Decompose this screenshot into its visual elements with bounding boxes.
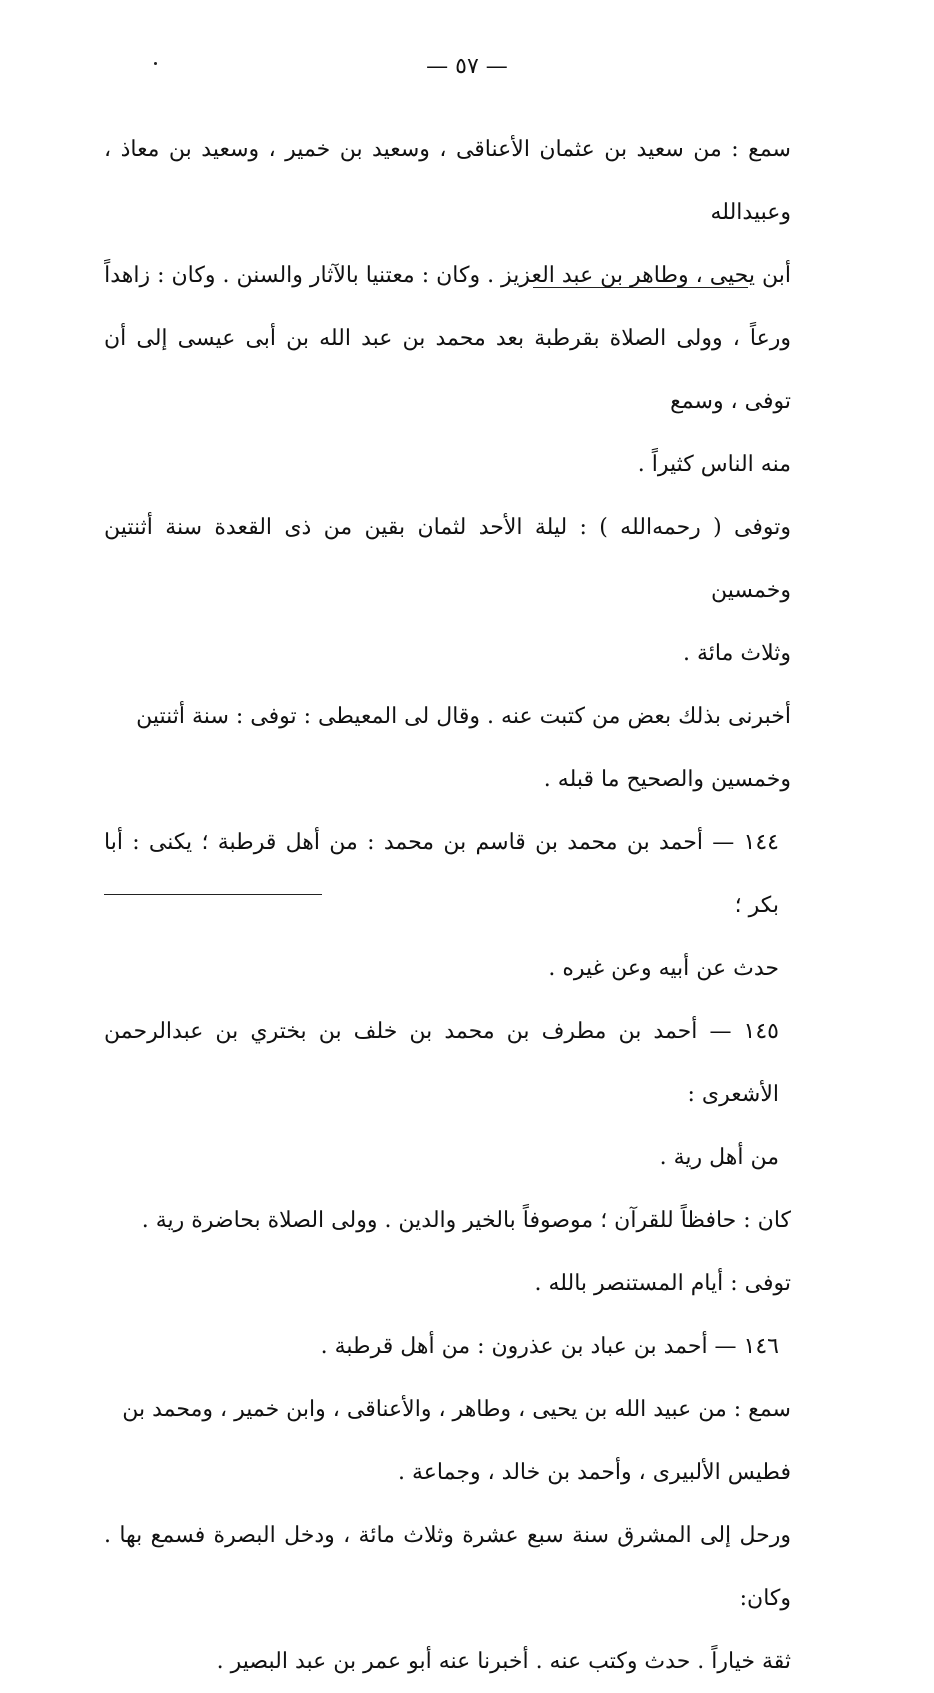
text-line: كان : حافظاً للقرآن ؛ موصوفاً بالخير والدين . وولى الصلاة بحاضرة رية . — [141, 1208, 791, 1233]
text-line: ورحل إلى المشرق سنة سبع عشرة وثلاث مائة ، ودخل البصرة فسمع بها . وكان: — [104, 1523, 791, 1611]
entry-146 — [104, 1315, 819, 1378]
text-line: ورعاً ، وولى الصلاة بقرطبة بعد محمد بن عبد الله بن أبى عيسى إلى أن توفى ، وسمع — [104, 326, 791, 414]
text-line: من أهل رية . — [659, 1145, 779, 1170]
text-line: سمع : من عبيد الله بن يحيى ، وطاهر ، والأعناقى ، وابن خمير ، ومحمد بن — [122, 1397, 791, 1422]
paragraph — [104, 496, 819, 685]
entry-145 — [104, 1000, 819, 1189]
text-line: سمع : من سعيد بن عثمان الأعناقى ، وسعيد بن خمير ، وسعيد بن معاذ ، وعبيدالله — [104, 137, 791, 225]
text-line: أبن يحيى ، وطاهر بن عبد العزيز . وكان : معتنيا بالآثار والسنن . وكان : زاهداً — [104, 263, 791, 288]
text-line: حدث عن أبيه وعن غيره . — [548, 956, 779, 981]
paragraph — [104, 685, 819, 811]
text-line: ثقة خياراً . حدث وكتب عنه . أخبرنا عنه أبو عمر بن عبد البصير . — [216, 1649, 791, 1674]
text-line: وثلاث مائة . — [683, 641, 791, 666]
text-line: وخمسين والصحيح ما قبله . — [543, 767, 791, 792]
paragraph — [104, 1504, 819, 1693]
text-line: توفى : أيام المستنصر بالله . — [534, 1271, 791, 1296]
entry-144 — [104, 811, 819, 1000]
entry-heading: ١٤٤ — أحمد بن محمد بن قاسم بن محمد : من أهل قرطبة ؛ يكنى : أبا بكر ؛ — [104, 830, 779, 918]
body-text — [104, 118, 819, 1693]
text-line: منه الناس كثيراً . — [637, 452, 791, 477]
text-line: فطيس الألبيرى ، وأحمد بن خالد ، وجماعة . — [398, 1460, 791, 1485]
page-number: — ٥٧ — — [426, 54, 508, 79]
entry-heading: ١٤٥ — أحمد بن مطرف بن محمد بن خلف بن بختري بن عبدالرحمن الأشعرى : — [104, 1019, 779, 1107]
paragraph — [104, 118, 819, 496]
text-line: وتوفى ( رحمه‌الله ) : ليلة الأحد لثمان بقين من ذى القعدة سنة أثنتين وخمسين — [104, 515, 791, 603]
text-line: أخبرنى بذلك بعض من كتبت عنه . وقال لى المعيطى : توفى : سنة أثنتين — [136, 704, 791, 729]
entry-heading: ١٤٦ — أحمد بن عباد بن عذرون : من أهل قرطبة . — [320, 1334, 779, 1359]
paragraph — [104, 1189, 819, 1315]
paragraph — [104, 1378, 819, 1504]
